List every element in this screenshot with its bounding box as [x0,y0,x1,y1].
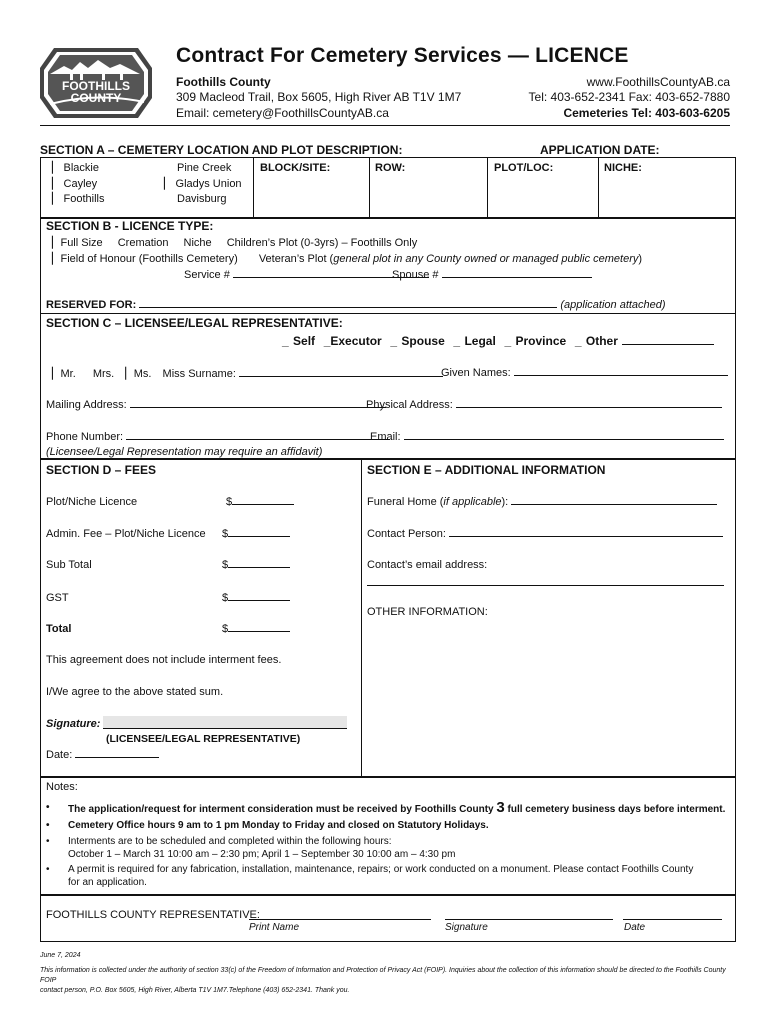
cemetery-option-foothills[interactable]: ▏ Foothills [52,193,105,205]
fee-field-plot[interactable]: $ [226,496,294,508]
note-2: Cemetery Office hours 9 am to 1 pm Monday to Friday and closed on Statutory Holidays. [68,820,489,831]
licensee-date-field[interactable]: Date: [46,749,159,761]
org-phones: Tel: 403-652-2341 Fax: 403-652-7880 [528,90,730,104]
licensee-role-options: _ Self _Executor _ Spouse _ Legal _ Province _ Other [282,334,714,348]
fee-label-gst: GST [46,592,69,604]
email-field[interactable]: Email: [370,431,724,443]
physical-address-field[interactable]: Physical Address: [366,399,722,411]
licence-veterans-plot[interactable]: Veteran’s Plot (general plot in any County owned or managed public cemetery) [258,253,643,265]
title-mr[interactable]: Mr. [60,368,76,380]
signature-caption: (LICENSEE/LEGAL REPRESENTATIVE) [106,733,301,745]
mailing-address-field[interactable]: Mailing Address: [46,399,386,411]
org-address: 309 Macleod Trail, Box 5605, High River AB T1V 1M7 [176,90,462,104]
fee-field-total[interactable]: $ [222,623,290,635]
title-ms[interactable]: Ms. [133,368,152,380]
logo-text-1: FOOTHILLS [62,79,130,93]
agree-text: I/We agree to the above stated sum. [46,686,224,698]
fee-field-admin[interactable]: $ [222,528,290,540]
fee-label-total: Total [46,623,72,635]
note-1: The application/request for interment consideration must be received by Foothills County 3 full cemetery business days before interment. [68,799,726,816]
note-4: A permit is required for any fabrication, installation, maintenance, repairs; or work conducted on a monument. Please contact Foothills County for an application. [68,864,694,888]
cemetery-option-cayley[interactable]: ▏ Cayley [52,177,98,190]
fee-field-subtotal[interactable]: $ [222,559,290,571]
other-information-label: OTHER INFORMATION: [367,606,488,618]
contact-email-field[interactable]: Contact’s email address: [367,559,488,571]
surname-field[interactable]: Surname: [188,368,443,380]
rep-print-name-caption: Print Name [249,922,300,933]
title-mrs[interactable]: Mrs. [92,368,115,380]
org-website[interactable]: www.FoothillsCountyAB.ca [586,75,730,89]
form-date: June 7, 2024 [40,952,81,959]
licence-type-row-2: ▏Field of Honour (Foothills Cemetery) Veteran’s Plot (general plot in any County owned or managed public cemetery) [52,253,643,265]
name-row: ▏Mr. Mrs. ▏Ms. Miss Surname: [52,367,443,380]
cemetery-option-blackie[interactable]: ▏ Blackie [52,162,99,174]
application-date-label: APPLICATION DATE: [540,143,660,157]
licence-type-row-1: ▏Full Size Cremation Niche Children’s Plot (0-3yrs) – Foothills Only [52,237,418,249]
contact-person-field[interactable]: Contact Person: [367,528,723,540]
section-d-heading: SECTION D – FEES [46,463,157,477]
contact-email-line[interactable] [367,585,724,586]
fee-label-subtotal: Sub Total [46,559,92,571]
funeral-home-field[interactable]: Funeral Home (if applicable): [367,496,717,508]
role-executor[interactable]: Executor [330,334,382,348]
licence-niche[interactable]: Niche [183,237,212,249]
role-self[interactable]: Self [293,334,316,348]
licence-full-size[interactable]: Full Size [60,237,103,249]
plot-loc-field[interactable]: PLOT/LOC: [494,162,554,174]
rep-signature-caption: Signature [445,922,488,933]
rep-signature-line[interactable] [445,919,613,920]
rep-print-name-line[interactable] [249,919,431,920]
role-other[interactable]: Other [585,334,618,348]
niche-field[interactable]: NICHE: [604,162,642,174]
notes-heading: Notes: [46,781,78,793]
fee-label-admin: Admin. Fee – Plot/Niche Licence [46,528,206,540]
affidavit-note: (Licensee/Legal Representation may require an affidavit) [46,446,323,458]
foothills-county-logo [40,46,152,120]
row-field[interactable]: ROW: [375,162,406,174]
header-rule [40,125,730,126]
no-interment-fees-text: This agreement does not include interment fees. [46,654,282,666]
phone-number-field[interactable]: Phone Number: [46,431,390,443]
service-number-field[interactable]: Service # [184,269,429,281]
licence-cremation[interactable]: Cremation [117,237,169,249]
title-miss[interactable]: Miss [162,368,186,380]
cemeteries-tel: Cemeteries Tel: 403-603-6205 [563,106,730,120]
representative-label: FOOTHILLS COUNTY REPRESENTATIVE: [46,909,260,921]
cemetery-option-davisburg[interactable]: Davisburg [177,193,227,205]
note-3: Interments are to be scheduled and completed within the following hours: October 1 – March 31 10:00 am – 2:30 pm; April 1 – September 30 10:00 am – 4:30 pm [68,836,456,860]
section-c-heading: SECTION C – LICENSEE/LEGAL REPRESENTATIVE: [46,316,343,330]
licence-childrens-plot[interactable]: Children’s Plot (0-3yrs) – Foothills Only [226,237,418,249]
section-a-heading: SECTION A – CEMETERY LOCATION AND PLOT DESCRIPTION: [40,143,403,157]
fee-field-gst[interactable]: $ [222,592,290,604]
given-names-field[interactable]: Given Names: [441,367,728,379]
block-site-field[interactable]: BLOCK/SITE: [260,162,331,174]
rep-date-line[interactable] [623,919,722,920]
org-name: Foothills County [176,75,271,89]
section-b-heading: SECTION B - LICENCE TYPE: [46,219,214,233]
cemetery-list-left [52,161,104,208]
licensee-signature-field[interactable]: Signature: [46,716,347,730]
foip-notice: This information is collected under the authority of section 33(c) of the Freedom of Information and Protection of Privacy Act (FOIP). Inquiries about the collection of this information should be directed to the Foothills County FOIP contact person, P.O. Box 5605, High River, Alberta T1V 1M7.Telephone (403) 652-2341. Thank you. [40,967,726,994]
logo-text-2: COUNTY [70,91,122,105]
role-spouse[interactable]: Spouse [401,334,445,348]
rep-date-caption: Date [624,922,646,933]
cemetery-option-gladys-union[interactable]: ▏ Gladys Union [164,177,242,190]
reserved-for-field[interactable]: RESERVED FOR: (application attached) [46,299,666,311]
form-title: Contract For Cemetery Services — LICENCE [176,44,629,67]
spouse-number-field[interactable]: Spouse # [392,269,592,281]
role-legal[interactable]: Legal [464,334,496,348]
role-province[interactable]: Province [515,334,567,348]
org-email: Email: cemetery@FoothillsCountyAB.ca [176,106,389,120]
cemetery-option-pine-creek[interactable]: Pine Creek [177,162,232,174]
cemetery-list-right [164,161,242,208]
section-e-heading: SECTION E – ADDITIONAL INFORMATION [367,463,606,477]
licence-field-of-honour[interactable]: Field of Honour (Foothills Cemetery) [60,253,238,265]
fee-label-plot: Plot/Niche Licence [46,496,138,508]
